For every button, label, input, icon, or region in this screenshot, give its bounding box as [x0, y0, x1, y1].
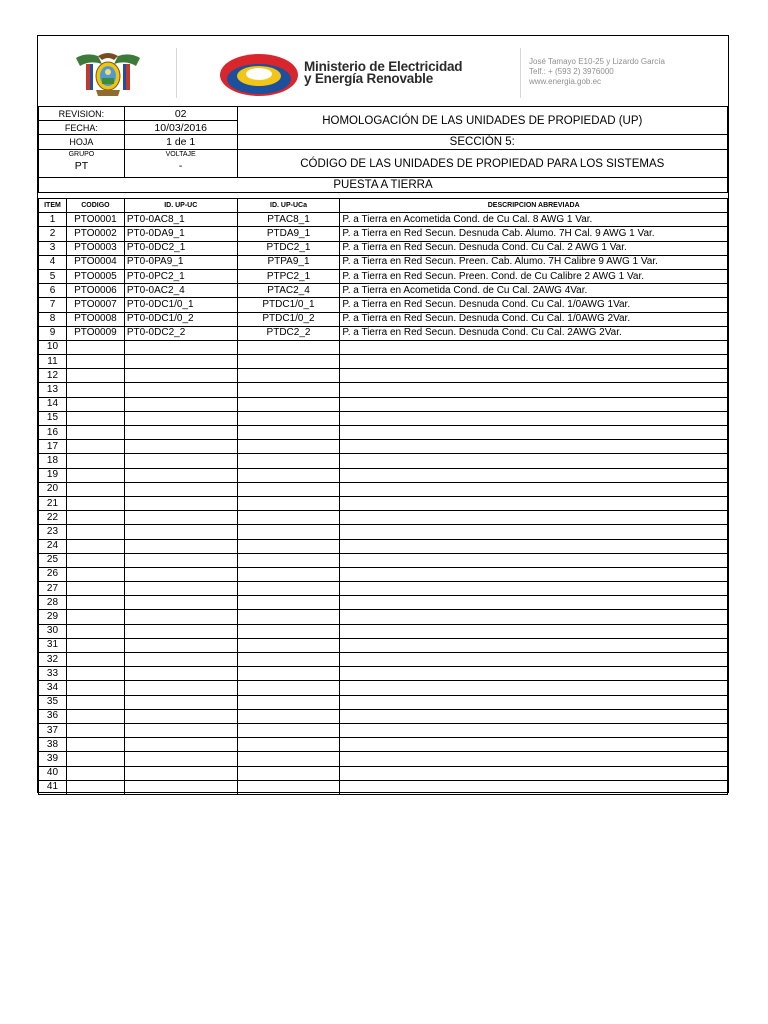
cell-codigo — [66, 709, 124, 723]
cell-descripcion — [340, 397, 728, 411]
cell-descripcion — [340, 709, 728, 723]
table-row — [39, 269, 728, 283]
cell-id-up-uca — [237, 482, 340, 496]
units-table — [38, 198, 728, 795]
table-row — [39, 383, 728, 397]
ministry-name-line1: Ministerio de Electricidad — [304, 59, 463, 74]
cell-id-up-uca: PTDC1/0_1 — [237, 298, 340, 312]
cell-codigo — [66, 596, 124, 610]
category-title: PUESTA A TIERRA — [39, 178, 728, 193]
ministry-name-line2: y Energía Renovable — [304, 71, 433, 86]
cell-id-up-uc — [124, 454, 237, 468]
cell-descripcion — [340, 667, 728, 681]
voltaje-cell — [124, 150, 237, 178]
table-row — [39, 780, 728, 794]
cell-descripcion — [340, 482, 728, 496]
cell-id-up-uc: PT0-0AC8_1 — [124, 213, 237, 227]
cell-id-up-uca — [237, 582, 340, 596]
cell-item: 6 — [39, 284, 67, 298]
cell-item: 16 — [39, 426, 67, 440]
cell-id-up-uca — [237, 426, 340, 440]
table-row — [39, 340, 728, 354]
cell-item: 35 — [39, 695, 67, 709]
cell-id-up-uc — [124, 638, 237, 652]
document-title: HOMOLOGACIÓN DE LAS UNIDADES DE PROPIEDAD (UP) — [237, 107, 727, 135]
cell-descripcion — [340, 695, 728, 709]
cell-descripcion — [340, 383, 728, 397]
fecha-value: 10/03/2016 — [124, 121, 237, 135]
cell-descripcion — [340, 653, 728, 667]
table-row — [39, 241, 728, 255]
cell-id-up-uc: PT0-0DC2_1 — [124, 241, 237, 255]
cell-item: 27 — [39, 582, 67, 596]
cell-id-up-uca — [237, 752, 340, 766]
cell-item: 2 — [39, 227, 67, 241]
cell-id-up-uc — [124, 440, 237, 454]
voltaje-label: VOLTAJE — [165, 151, 196, 158]
cell-codigo — [66, 610, 124, 624]
cell-id-up-uca — [237, 738, 340, 752]
cell-id-up-uc — [124, 738, 237, 752]
table-row — [39, 355, 728, 369]
cell-id-up-uca — [237, 383, 340, 397]
cell-item: 3 — [39, 241, 67, 255]
cell-item: 32 — [39, 653, 67, 667]
grupo-value: PT — [74, 160, 89, 172]
divider — [520, 48, 521, 98]
cell-id-up-uca — [237, 397, 340, 411]
cell-descripcion — [340, 738, 728, 752]
cell-item: 38 — [39, 738, 67, 752]
table-row — [39, 567, 728, 581]
cell-descripcion — [340, 426, 728, 440]
table-row — [39, 496, 728, 510]
cell-codigo — [66, 567, 124, 581]
cell-id-up-uc — [124, 667, 237, 681]
cell-descripcion: P. a Tierra en Red Secun. Desnuda Cond. Cu Cal. 2 AWG 1 Var. — [340, 241, 728, 255]
cell-id-up-uc — [124, 596, 237, 610]
cell-descripcion — [340, 681, 728, 695]
cell-descripcion — [340, 511, 728, 525]
cell-codigo — [66, 355, 124, 369]
cell-descripcion — [340, 411, 728, 425]
hoja-value: 1 de 1 — [124, 135, 237, 150]
cell-codigo — [66, 752, 124, 766]
cell-item: 13 — [39, 383, 67, 397]
cell-item: 9 — [39, 326, 67, 340]
cell-item: 31 — [39, 638, 67, 652]
column-header-id-up-uca: ID. UP-UCa — [237, 199, 340, 213]
table-row — [39, 284, 728, 298]
cell-item: 37 — [39, 723, 67, 737]
cell-item: 41 — [39, 780, 67, 794]
table-row — [39, 653, 728, 667]
cell-id-up-uc — [124, 553, 237, 567]
table-row — [39, 738, 728, 752]
table-row — [39, 709, 728, 723]
table-row — [39, 539, 728, 553]
cell-descripcion: P. a Tierra en Red Secun. Desnuda Cond. Cu Cal. 2AWG 2Var. — [340, 326, 728, 340]
cell-item: 1 — [39, 213, 67, 227]
table-row — [39, 411, 728, 425]
cell-id-up-uca — [237, 780, 340, 794]
cell-codigo — [66, 738, 124, 752]
cell-descripcion — [340, 723, 728, 737]
column-header-id-up-uc: ID. UP-UC — [124, 199, 237, 213]
table-row — [39, 723, 728, 737]
cell-id-up-uc: PT0-0DC2_2 — [124, 326, 237, 340]
cell-descripcion — [340, 525, 728, 539]
cell-item: 25 — [39, 553, 67, 567]
cell-id-up-uc — [124, 567, 237, 581]
cell-descripcion: P. a Tierra en Red Secun. Desnuda Cond. Cu Cal. 1/0AWG 1Var. — [340, 298, 728, 312]
cell-item: 7 — [39, 298, 67, 312]
cell-descripcion: P. a Tierra en Red Secun. Desnuda Cond. Cu Cal. 1/0AWG 2Var. — [340, 312, 728, 326]
cell-id-up-uc — [124, 511, 237, 525]
table-row — [39, 298, 728, 312]
divider — [176, 48, 177, 98]
table-row — [39, 596, 728, 610]
cell-id-up-uca — [237, 355, 340, 369]
cell-id-up-uc — [124, 496, 237, 510]
cell-id-up-uca: PTDC1/0_2 — [237, 312, 340, 326]
cell-item: 5 — [39, 269, 67, 283]
cell-item: 12 — [39, 369, 67, 383]
table-row — [39, 227, 728, 241]
hoja-label: HOJA — [39, 135, 125, 150]
cell-descripcion — [340, 454, 728, 468]
cell-item: 36 — [39, 709, 67, 723]
cell-descripcion — [340, 468, 728, 482]
cell-id-up-uca — [237, 681, 340, 695]
cell-codigo — [66, 681, 124, 695]
cell-codigo — [66, 397, 124, 411]
cell-id-up-uc: PT0-0DC1/0_1 — [124, 298, 237, 312]
table-row — [39, 255, 728, 269]
cell-codigo — [66, 582, 124, 596]
cell-id-up-uc — [124, 582, 237, 596]
table-row — [39, 752, 728, 766]
cell-codigo — [66, 383, 124, 397]
cell-id-up-uca — [237, 525, 340, 539]
cell-item: 24 — [39, 539, 67, 553]
cell-id-up-uc — [124, 653, 237, 667]
cell-id-up-uca — [237, 340, 340, 354]
cell-id-up-uca: PTDC2_1 — [237, 241, 340, 255]
cell-descripcion: P. a Tierra en Red Secun. Desnuda Cab. Alumo. 7H Cal. 9 AWG 1 Var. — [340, 227, 728, 241]
grupo-label: GRUPO — [68, 151, 95, 158]
cell-id-up-uc — [124, 411, 237, 425]
cell-codigo — [66, 766, 124, 780]
subtitle: CÓDIGO DE LAS UNIDADES DE PROPIEDAD PARA LOS SISTEMAS — [237, 150, 727, 178]
cell-codigo: PTO0003 — [66, 241, 124, 255]
cell-id-up-uca — [237, 723, 340, 737]
cell-id-up-uc — [124, 610, 237, 624]
cell-item: 21 — [39, 496, 67, 510]
cell-id-up-uca — [237, 596, 340, 610]
cell-codigo: PTO0006 — [66, 284, 124, 298]
fecha-label: FECHA: — [39, 121, 125, 135]
table-row — [39, 667, 728, 681]
table-row — [39, 482, 728, 496]
table-row — [39, 582, 728, 596]
section-title: SECCIÓN 5: — [237, 135, 727, 150]
table-row — [39, 553, 728, 567]
cell-descripcion — [340, 369, 728, 383]
cell-id-up-uc — [124, 482, 237, 496]
cell-descripcion — [340, 553, 728, 567]
cell-descripcion — [340, 638, 728, 652]
cell-item: 20 — [39, 482, 67, 496]
cell-codigo: PTO0009 — [66, 326, 124, 340]
cell-id-up-uc — [124, 340, 237, 354]
table-row — [39, 695, 728, 709]
cell-id-up-uc — [124, 369, 237, 383]
cell-codigo — [66, 454, 124, 468]
cell-id-up-uc — [124, 766, 237, 780]
table-row — [39, 326, 728, 340]
cell-codigo — [66, 468, 124, 482]
cell-descripcion — [340, 567, 728, 581]
cell-codigo — [66, 780, 124, 794]
table-row — [39, 638, 728, 652]
table-row — [39, 397, 728, 411]
cell-codigo — [66, 440, 124, 454]
cell-codigo — [66, 369, 124, 383]
table-row — [39, 426, 728, 440]
letterhead — [38, 36, 728, 107]
cell-id-up-uc — [124, 468, 237, 482]
cell-descripcion — [340, 496, 728, 510]
cell-item: 23 — [39, 525, 67, 539]
cell-id-up-uca — [237, 610, 340, 624]
cell-codigo — [66, 539, 124, 553]
cell-codigo — [66, 511, 124, 525]
table-row — [39, 525, 728, 539]
cell-id-up-uca — [237, 638, 340, 652]
cell-id-up-uc — [124, 780, 237, 794]
cell-id-up-uc — [124, 426, 237, 440]
document-header-table — [38, 106, 728, 193]
cell-item: 29 — [39, 610, 67, 624]
cell-id-up-uc: PT0-0PA9_1 — [124, 255, 237, 269]
cell-codigo — [66, 638, 124, 652]
cell-id-up-uca — [237, 653, 340, 667]
cell-descripcion: P. a Tierra en Acometida Cond. de Cu Cal. 8 AWG 1 Var. — [340, 213, 728, 227]
cell-item: 30 — [39, 624, 67, 638]
cell-codigo — [66, 667, 124, 681]
coat-of-arms-icon — [72, 50, 144, 98]
cell-id-up-uc: PT0-0DA9_1 — [124, 227, 237, 241]
cell-descripcion — [340, 624, 728, 638]
cell-item: 22 — [39, 511, 67, 525]
cell-descripcion: P. a Tierra en Red Secun. Preen. Cond. de Cu Calibre 2 AWG 1 Var. — [340, 269, 728, 283]
table-row — [39, 610, 728, 624]
cell-id-up-uc — [124, 752, 237, 766]
cell-codigo — [66, 496, 124, 510]
cell-id-up-uca — [237, 567, 340, 581]
cell-item: 14 — [39, 397, 67, 411]
cell-id-up-uca: PTAC2_4 — [237, 284, 340, 298]
table-header-row — [39, 199, 728, 213]
table-row — [39, 624, 728, 638]
voltaje-value: - — [178, 160, 183, 172]
cell-descripcion — [340, 355, 728, 369]
cell-item: 26 — [39, 567, 67, 581]
cell-id-up-uc — [124, 397, 237, 411]
cell-id-up-uca — [237, 709, 340, 723]
revision-value: 02 — [124, 107, 237, 121]
cell-id-up-uc — [124, 525, 237, 539]
cell-item: 39 — [39, 752, 67, 766]
cell-item: 10 — [39, 340, 67, 354]
cell-codigo — [66, 723, 124, 737]
cell-descripcion — [340, 340, 728, 354]
cell-descripcion — [340, 766, 728, 780]
cell-codigo — [66, 482, 124, 496]
cell-item: 33 — [39, 667, 67, 681]
cell-id-up-uca — [237, 539, 340, 553]
phone-line: Telf.: + (593 2) 3976000 — [529, 67, 614, 76]
cell-codigo: PTO0004 — [66, 255, 124, 269]
cell-descripcion — [340, 752, 728, 766]
cell-descripcion: P. a Tierra en Red Secun. Preen. Cab. Alumo. 7H Calibre 9 AWG 1 Var. — [340, 255, 728, 269]
ministry-address — [529, 57, 665, 87]
cell-id-up-uca — [237, 766, 340, 780]
cell-codigo: PTO0002 — [66, 227, 124, 241]
cell-codigo — [66, 653, 124, 667]
cell-id-up-uca: PTPA9_1 — [237, 255, 340, 269]
cell-codigo: PTO0001 — [66, 213, 124, 227]
table-row — [39, 440, 728, 454]
cell-codigo — [66, 624, 124, 638]
document-sheet — [37, 35, 729, 793]
table-row — [39, 312, 728, 326]
cell-item: 28 — [39, 596, 67, 610]
grupo-cell — [39, 150, 125, 178]
revision-label: REVISION: — [39, 107, 125, 121]
cell-codigo — [66, 411, 124, 425]
address-line: José Tamayo E10-25 y Lizardo García — [529, 57, 665, 66]
cell-id-up-uc — [124, 695, 237, 709]
column-header-codigo: CODIGO — [66, 199, 124, 213]
cell-id-up-uca — [237, 667, 340, 681]
column-header-item: ITEM — [39, 199, 67, 213]
cell-id-up-uca — [237, 440, 340, 454]
table-row — [39, 766, 728, 780]
cell-id-up-uca: PTAC8_1 — [237, 213, 340, 227]
website-line: www.energia.gob.ec — [529, 77, 602, 86]
table-row — [39, 369, 728, 383]
cell-id-up-uca: PTDA9_1 — [237, 227, 340, 241]
table-row — [39, 681, 728, 695]
table-row — [39, 213, 728, 227]
table-row — [39, 511, 728, 525]
cell-descripcion: P. a Tierra en Acometida Cond. de Cu Cal. 2AWG 4Var. — [340, 284, 728, 298]
cell-descripcion — [340, 440, 728, 454]
cell-id-up-uca: PTDC2_2 — [237, 326, 340, 340]
cell-item: 40 — [39, 766, 67, 780]
cell-id-up-uca — [237, 369, 340, 383]
ministry-name — [304, 61, 462, 85]
cell-descripcion — [340, 610, 728, 624]
cell-item: 8 — [39, 312, 67, 326]
cell-item: 11 — [39, 355, 67, 369]
cell-descripcion — [340, 582, 728, 596]
cell-id-up-uca — [237, 511, 340, 525]
cell-item: 19 — [39, 468, 67, 482]
cell-codigo — [66, 426, 124, 440]
cell-id-up-uc — [124, 624, 237, 638]
cell-descripcion — [340, 539, 728, 553]
cell-id-up-uca — [237, 624, 340, 638]
cell-id-up-uca — [237, 454, 340, 468]
cell-id-up-uc — [124, 355, 237, 369]
cell-codigo — [66, 553, 124, 567]
cell-codigo — [66, 340, 124, 354]
table-body — [39, 213, 728, 795]
cell-id-up-uca — [237, 695, 340, 709]
cell-id-up-uc — [124, 539, 237, 553]
cell-codigo — [66, 525, 124, 539]
cell-id-up-uca — [237, 411, 340, 425]
cell-id-up-uc — [124, 681, 237, 695]
cell-id-up-uc: PT0-0DC1/0_2 — [124, 312, 237, 326]
cell-id-up-uca — [237, 496, 340, 510]
cell-descripcion — [340, 596, 728, 610]
table-row — [39, 454, 728, 468]
cell-codigo — [66, 695, 124, 709]
cell-id-up-uc: PT0-0PC2_1 — [124, 269, 237, 283]
cell-item: 15 — [39, 411, 67, 425]
cell-item: 34 — [39, 681, 67, 695]
cell-codigo: PTO0005 — [66, 269, 124, 283]
cell-id-up-uca — [237, 553, 340, 567]
cell-id-up-uc: PT0-0AC2_4 — [124, 284, 237, 298]
cell-id-up-uca — [237, 468, 340, 482]
cell-id-up-uc — [124, 383, 237, 397]
cell-item: 18 — [39, 454, 67, 468]
cell-item: 4 — [39, 255, 67, 269]
cell-id-up-uc — [124, 723, 237, 737]
ministry-logo-icon — [218, 52, 300, 98]
cell-descripcion — [340, 780, 728, 794]
cell-id-up-uca: PTPC2_1 — [237, 269, 340, 283]
table-row — [39, 468, 728, 482]
cell-item: 17 — [39, 440, 67, 454]
column-header-descripcion: DESCRIPCION ABREVIADA — [340, 199, 728, 213]
cell-id-up-uc — [124, 709, 237, 723]
cell-codigo: PTO0008 — [66, 312, 124, 326]
cell-codigo: PTO0007 — [66, 298, 124, 312]
